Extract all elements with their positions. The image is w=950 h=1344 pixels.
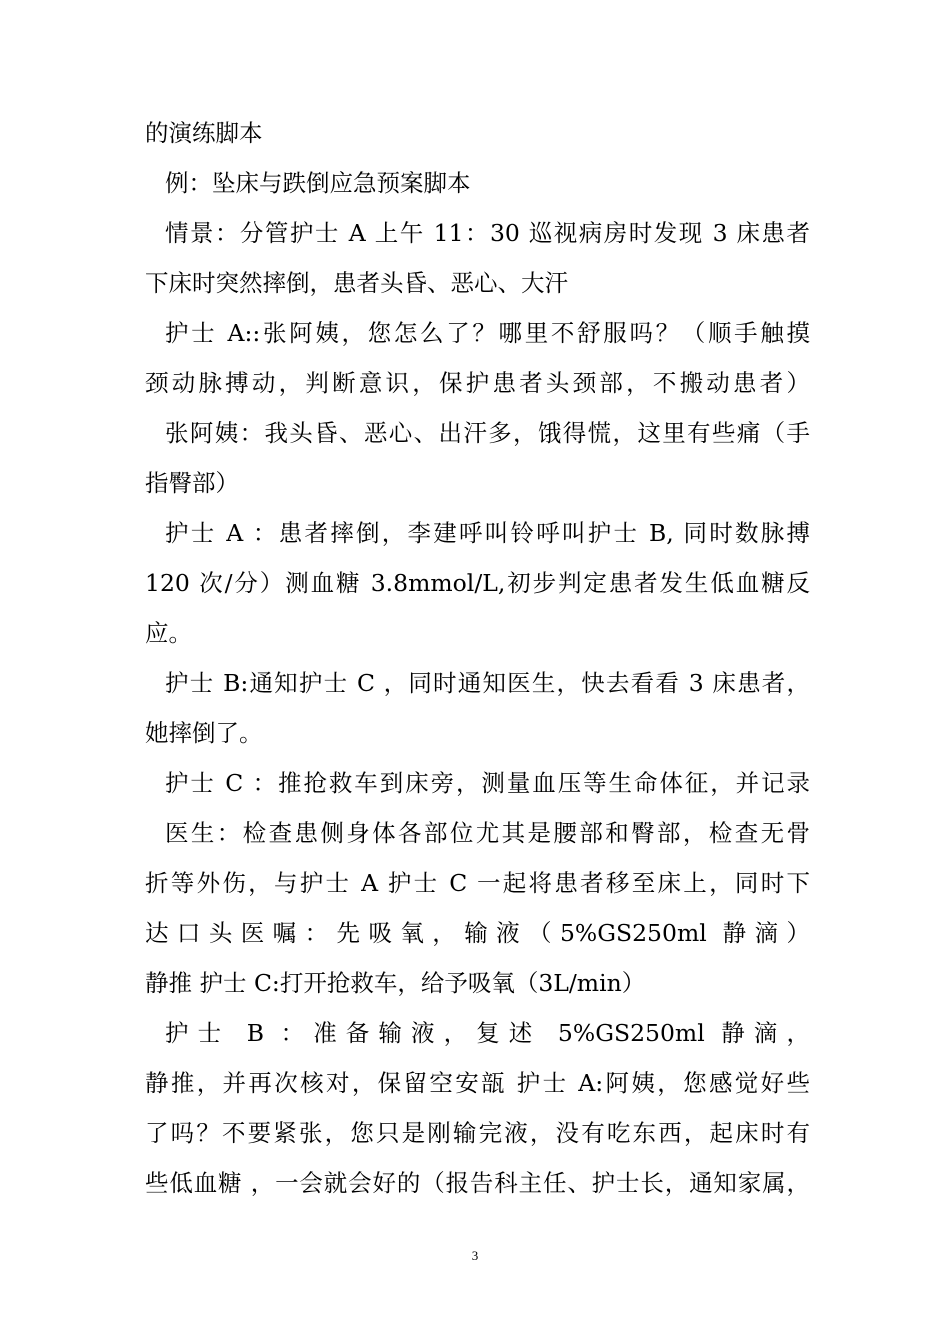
text-line: 护士 B ：准备输液，复述 5%GS250ml 静滴， <box>165 1019 810 1047</box>
text-line: 张阿姨：我头昏、恶心、出汗多，饿得慌，这里有些痛（手 <box>165 419 810 447</box>
page-number: 3 <box>471 1248 479 1263</box>
text-line: 指臀部） <box>145 469 239 497</box>
text-line: 了吗？不要紧张，您只是刚输完液，没有吃东西，起床时有 <box>145 1119 810 1147</box>
text-line: 例：坠床与跌倒应急预案脚本 <box>165 169 471 197</box>
text-line: 应。 <box>145 619 192 647</box>
text-line: 达口头医嘱：先吸氧，输液（5%GS250ml 静滴） <box>145 919 810 947</box>
text-line: 护士 A ：患者摔倒，李建呼叫铃呼叫护士 B, 同时数脉搏 <box>165 519 810 547</box>
text-line: 下床时突然摔倒，患者头昏、恶心、大汗 <box>145 269 568 297</box>
text-line: 120 次/分）测血糖 3.8mmol/L,初步判定患者发生低血糖反 <box>145 569 810 597</box>
text-line: 的演练脚本 <box>145 119 263 147</box>
text-line: 医生：检查患侧身体各部位尤其是腰部和臀部，检查无骨 <box>165 819 810 847</box>
text-line: 她摔倒了。 <box>145 719 263 747</box>
text-line: 护士 C ：推抢救车到床旁，测量血压等生命体征，并记录 <box>165 769 810 797</box>
text-line: 护士 A::张阿姨，您怎么了？哪里不舒服吗？（顺手触摸 <box>165 319 810 347</box>
text-line: 情景：分管护士 A 上午 11：30 巡视病房时发现 3 床患者 <box>165 219 810 247</box>
text-line: 静推 护士 C:打开抢救车，给予吸氧（3L/min） <box>145 969 646 997</box>
body-text <box>145 108 810 1208</box>
text-line: 折等外伤，与护士 A 护士 C 一起将患者移至床上，同时下 <box>145 869 810 897</box>
text-line: 静推，并再次核对，保留空安瓿 护士 A:阿姨，您感觉好些 <box>145 1069 810 1097</box>
text-line: 些低血糖 ，一会就会好的（报告科主任、护士长，通知家属， <box>145 1169 810 1197</box>
text-line: 颈动脉搏动，判断意识，保护患者头颈部，不搬动患者） <box>145 369 810 397</box>
text-line: 护士 B:通知护士 C ，同时通知医生，快去看看 3 床患者， <box>165 669 810 697</box>
